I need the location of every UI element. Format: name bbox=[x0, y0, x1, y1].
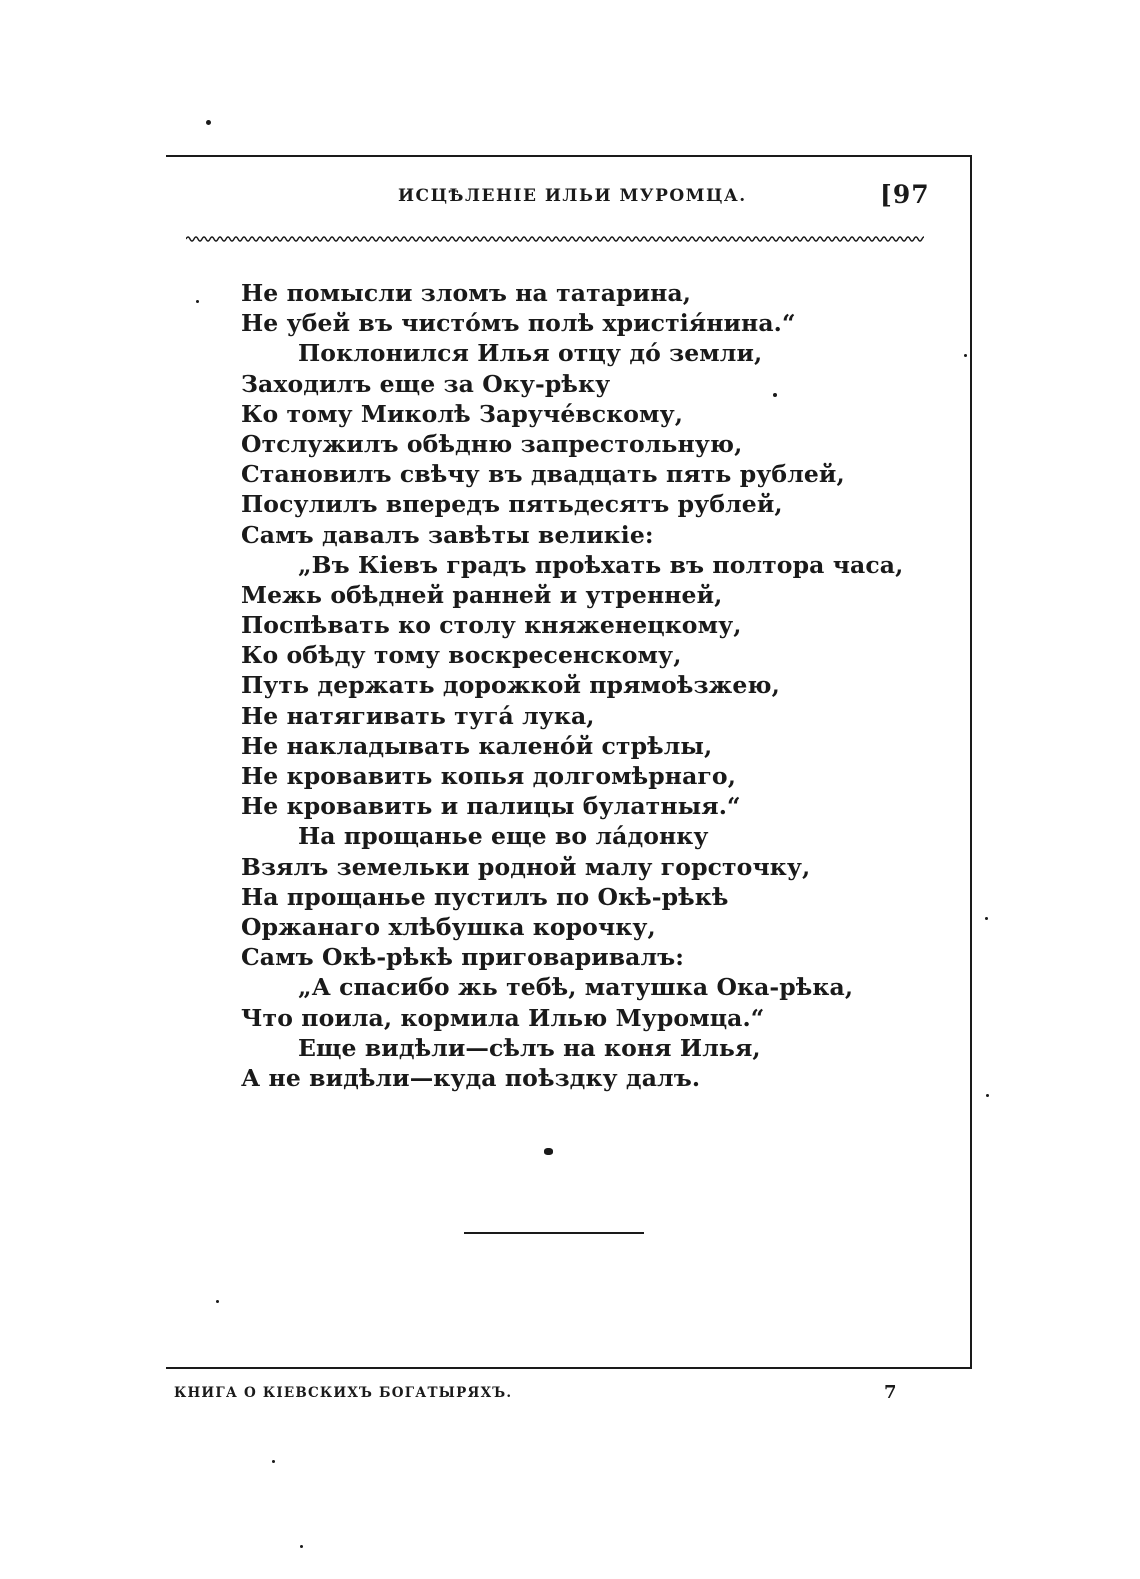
poem-line: Посулилъ впередъ пятьдесятъ рублей, bbox=[241, 490, 783, 519]
right-rule bbox=[970, 155, 972, 1369]
poem-line: А не видѣли—куда поѣздку далъ. bbox=[241, 1063, 701, 1092]
running-title: ИСЦѢЛЕНІЕ ИЛЬИ МУРОМЦА. bbox=[398, 186, 747, 206]
poem-line: Оржанаго хлѣбушка корочку, bbox=[241, 912, 656, 941]
poem-line: Не помысли зломъ на татарина, bbox=[241, 279, 692, 307]
scan-speck bbox=[300, 1545, 303, 1548]
poem-line: Ко тому Миколѣ Заручéвскому, bbox=[241, 399, 683, 428]
end-ornament bbox=[544, 1148, 553, 1155]
scan-speck bbox=[985, 917, 988, 920]
poem-line: Заходилъ еще за Оку-рѣку bbox=[241, 369, 611, 398]
poem-line: Отслужилъ обѣдню запрестольную, bbox=[241, 429, 743, 458]
poem-line: „Въ Кіевъ градъ проѣхать въ полтора часа, bbox=[298, 550, 904, 579]
poem-line: Не накладывать каленóй стрѣлы, bbox=[241, 731, 713, 760]
scan-speck bbox=[272, 1460, 275, 1463]
scan-speck bbox=[986, 1094, 989, 1097]
poem-line: Еще видѣли—сѣлъ на коня Илья, bbox=[298, 1033, 761, 1062]
scan-speck bbox=[964, 354, 967, 357]
top-rule bbox=[166, 155, 972, 157]
bottom-rule bbox=[166, 1367, 972, 1369]
scan-speck bbox=[216, 1300, 219, 1303]
footer-book-title: КНИГА О КІЕВСКИХЪ БОГАТЫРЯХЪ. bbox=[174, 1385, 513, 1401]
poem-text bbox=[241, 278, 903, 1093]
poem-line: Что поила, кормила Илью Муромца.“ bbox=[241, 1003, 765, 1032]
poem-line: Не кровавить копья долгомѣрнаго, bbox=[241, 762, 736, 790]
poem-line: Не натягивать тугá лука, bbox=[241, 701, 595, 730]
page-number: [97 bbox=[880, 180, 930, 209]
end-rule bbox=[464, 1232, 644, 1234]
poem-line: Не кровавить и палицы булатныя.“ bbox=[241, 792, 741, 821]
footer-signature: 7 bbox=[884, 1382, 897, 1403]
poem-line: Самъ Окѣ-рѣкѣ приговаривалъ: bbox=[241, 943, 685, 972]
poem-line: Поспѣвать ко столу княженецкому, bbox=[241, 611, 742, 640]
poem-line: Межь обѣдней ранней и утренней, bbox=[241, 580, 723, 609]
poem-line: Путь держать дорожкой прямоѣзжею, bbox=[241, 671, 780, 700]
poem-line: Самъ давалъ завѣты великіе: bbox=[241, 520, 654, 549]
wavy-divider bbox=[186, 233, 924, 245]
poem-line: Ко обѣду тому воскресенскому, bbox=[241, 641, 682, 670]
scan-speck bbox=[196, 300, 199, 303]
poem-line: На прощанье еще во лáдонку bbox=[298, 822, 709, 851]
poem-line: „А спасибо жь тебѣ, матушка Ока-рѣка, bbox=[298, 973, 854, 1002]
poem-line: Взялъ земельки родной малу горсточку, bbox=[241, 852, 811, 881]
poem-line: Поклонился Илья отцу дó земли, bbox=[298, 339, 763, 368]
poem-line: На прощанье пустилъ по Окѣ-рѣкѣ bbox=[241, 882, 729, 911]
poem-line: Не убей въ чистóмъ полѣ христія́нина.“ bbox=[241, 309, 796, 338]
scan-speck bbox=[206, 120, 211, 125]
scan-speck bbox=[773, 393, 777, 397]
poem-line: Становилъ свѣчу въ двадцать пять рублей, bbox=[241, 460, 845, 489]
